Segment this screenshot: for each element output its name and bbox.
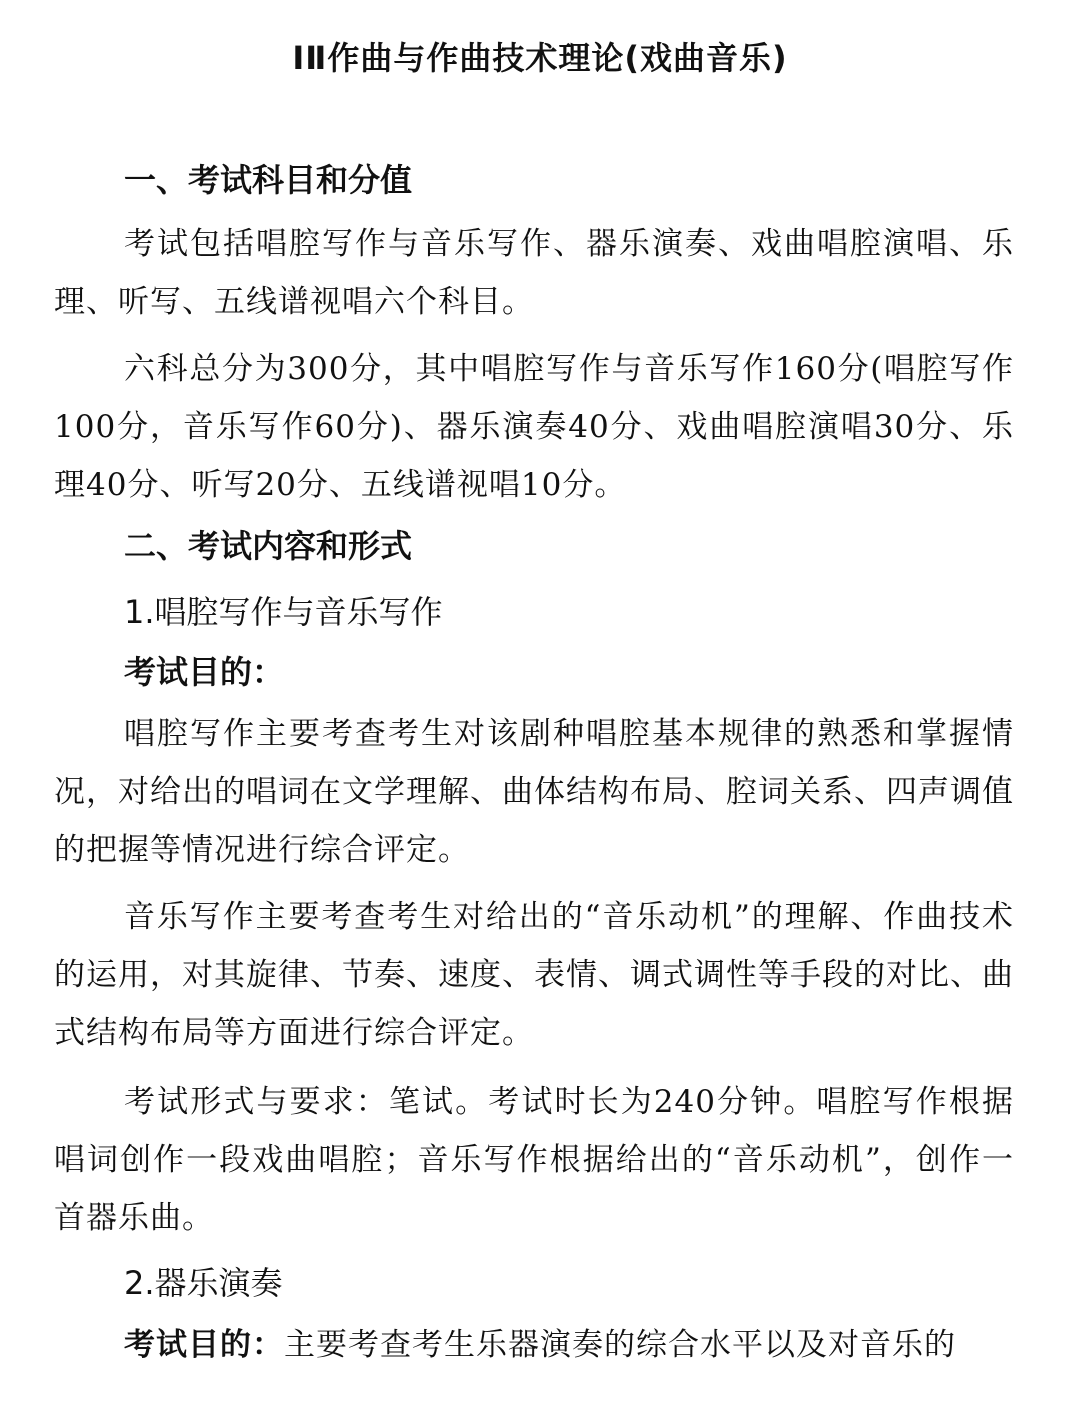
purpose-label-writing: 考试目的：: [124, 653, 285, 691]
section-heading-subjects: 一、考试科目和分值: [124, 161, 413, 199]
document-title: ⅠⅡ作曲与作曲技术理论(戏曲音乐): [292, 39, 788, 77]
paragraph-scores: 六科总分为300分，其中唱腔写作与音乐写作160分(唱腔写作100分，音乐写作60分)、器乐演奏40分、戏曲唱腔演唱30分、乐理40分、听写20分、五线谱视唱10分。: [54, 351, 1014, 503]
purpose-text-instrumental: 主要考查考生乐器演奏的综合水平以及对音乐的: [284, 1327, 956, 1363]
paragraph-instrumental-purpose: [124, 1316, 1024, 1374]
purpose-label-instrumental: 考试目的：: [124, 1327, 284, 1363]
paragraph-aria-writing: 唱腔写作主要考查考生对该剧种唱腔基本规律的熟悉和掌握情况，对给出的唱词在文学理解、曲体结构布局、腔词关系、四声调值的把握等情况进行综合评定。: [54, 716, 1014, 868]
paragraph-exam-format: 考试形式与要求：笔试。考试时长为240分钟。唱腔写作根据唱词创作一段戏曲唱腔；音乐写作根据给出的“音乐动机”，创作一首器乐曲。: [54, 1084, 1014, 1236]
paragraph-subjects: 考试包括唱腔写作与音乐写作、器乐演奏、戏曲唱腔演唱、乐理、听写、五线谱视唱六个科目。: [54, 226, 1014, 320]
paragraph-music-writing: 音乐写作主要考查考生对给出的“音乐动机”的理解、作曲技术的运用，对其旋律、节奏、速度、表情、调式调性等手段的对比、曲式结构布局等方面进行综合评定。: [54, 899, 1014, 1051]
subheading-instrumental: 2.器乐演奏: [124, 1264, 283, 1302]
section-heading-content: 二、考试内容和形式: [124, 527, 413, 565]
subheading-writing: 1.唱腔写作与音乐写作: [124, 593, 443, 631]
